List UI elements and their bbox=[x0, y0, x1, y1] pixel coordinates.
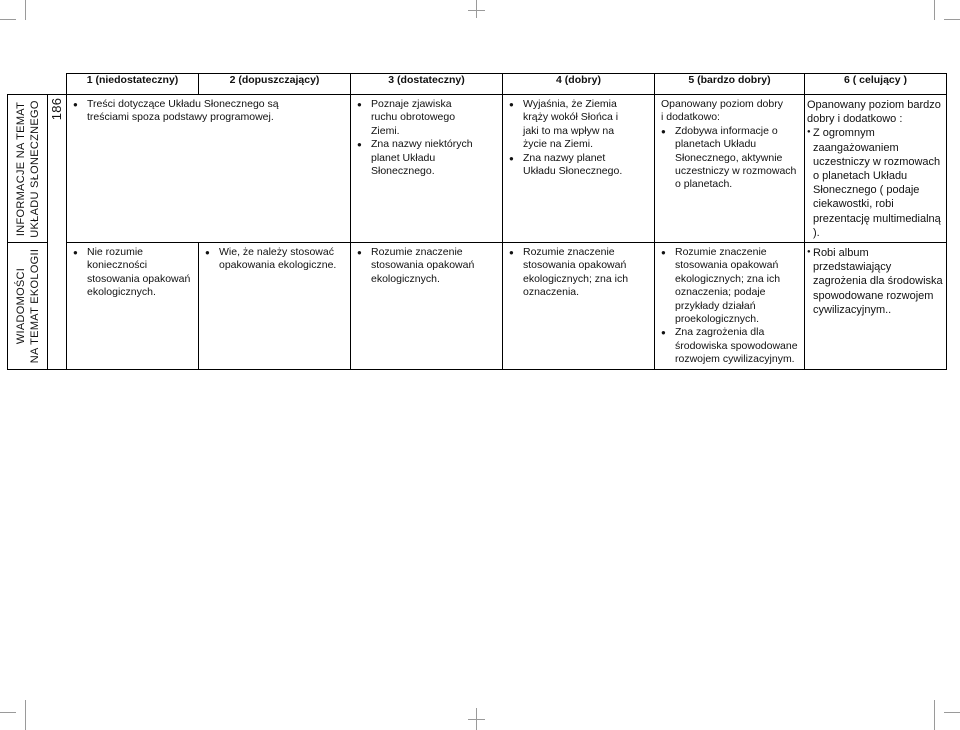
crop-mark bbox=[934, 700, 935, 730]
cell-intro: Opanowany poziom dobry i dodatkowo: bbox=[661, 98, 783, 124]
page-number-column bbox=[48, 95, 67, 370]
grade-header-2: 2 (dopuszczający) bbox=[199, 74, 351, 95]
cell-solar-grade-5 bbox=[655, 95, 805, 243]
list-item: ● Zna nazwy planet Układu Słonecznego. bbox=[509, 152, 651, 179]
row-label-solar-system bbox=[8, 95, 48, 243]
cell-solar-grade-6 bbox=[805, 95, 947, 243]
crop-mark bbox=[0, 712, 16, 713]
list-item: ● Wyjaśnia, że Ziemia krąży wokół Słońca i jaki to ma wpływ na życie na Ziemi. bbox=[509, 98, 651, 152]
grading-table bbox=[7, 73, 947, 370]
cell-eco-grade-1 bbox=[67, 243, 199, 370]
crop-mark bbox=[944, 712, 960, 713]
corner-cell bbox=[8, 74, 67, 95]
crop-mark bbox=[25, 700, 26, 730]
cell-eco-grade-6 bbox=[805, 243, 947, 370]
list-item: ● Rozumie znaczenie stosowania opakowań ekologicznych; zna ich oznaczenia. bbox=[509, 246, 651, 300]
cell-eco-grade-4 bbox=[503, 243, 655, 370]
row-label-line: UKŁADU SŁONECZNEGO bbox=[28, 99, 41, 238]
page-number: 186 bbox=[49, 97, 64, 121]
grade-header-3: 3 (dostateczny) bbox=[351, 74, 503, 95]
cell-intro: Opanowany poziom bardzo dobry i dodatkowo : bbox=[807, 99, 941, 126]
list-item: ● Z ogromnym zaangażowaniem uczestniczy w rozmowach o planetach Układu Słonecznego ( podaje ciekawostki, robi prezentację multimedialną ). bbox=[807, 126, 943, 240]
grade-header-4: 4 (dobry) bbox=[503, 74, 655, 95]
crop-mark bbox=[468, 719, 485, 720]
crop-mark bbox=[25, 0, 26, 20]
row-label-line: NA TEMAT EKOLOGII bbox=[28, 248, 41, 364]
list-item: ● Zdobywa informacje o planetach Układu Słonecznego, aktywnie uczestniczy w rozmowach o planetach. bbox=[661, 125, 801, 192]
list-item: ● Rozumie znaczenie stosowania opakowań ekologicznych. bbox=[357, 246, 499, 286]
crop-mark bbox=[476, 0, 477, 18]
list-item: ● Poznaje zjawiska ruchu obrotowego Ziemi. bbox=[357, 98, 499, 138]
list-item: ● Zna nazwy niektórych planet Układu Słonecznego. bbox=[357, 138, 499, 178]
list-item: ● Rozumie znaczenie stosowania opakowań ekologicznych; zna ich oznaczenia; podaje przykłady działań proekologicznych. bbox=[661, 246, 801, 326]
list-item: ● Nie rozumie konieczności stosowania opakowań ekologicznych. bbox=[73, 246, 195, 300]
cell-solar-grade-3 bbox=[351, 95, 503, 243]
list-item: ● Zna zagrożenia dla środowiska spowodowane rozwojem cywilizacyjnym. bbox=[661, 326, 801, 366]
crop-mark bbox=[944, 19, 960, 20]
grade-header-5: 5 (bardzo dobry) bbox=[655, 74, 805, 95]
row-label-ecology bbox=[8, 243, 48, 370]
list-item: ● Wie, że należy stosować opakowania ekologiczne. bbox=[205, 246, 347, 273]
cell-solar-grade-4 bbox=[503, 95, 655, 243]
cell-solar-grade-1-2 bbox=[67, 95, 351, 243]
list-item: ● Robi album przedstawiający zagrożenia dla środowiska spowodowane rozwojem cywilizacyjnym.. bbox=[807, 246, 943, 317]
list-item: ● Treści dotyczące Układu Słonecznego są treściami spoza podstawy programowej. bbox=[73, 98, 347, 125]
cell-eco-grade-3 bbox=[351, 243, 503, 370]
crop-mark bbox=[934, 0, 935, 20]
crop-mark bbox=[0, 19, 16, 20]
row-label-line: WIADOMOŚCI bbox=[14, 267, 27, 345]
crop-mark bbox=[468, 10, 485, 11]
grade-header-6: 6 ( celujący ) bbox=[805, 74, 947, 95]
grade-header-1: 1 (niedostateczny) bbox=[67, 74, 199, 95]
row-label-line: INFORMACJE NA TEMAT bbox=[14, 101, 27, 236]
cell-eco-grade-2 bbox=[199, 243, 351, 370]
cell-eco-grade-5 bbox=[655, 243, 805, 370]
